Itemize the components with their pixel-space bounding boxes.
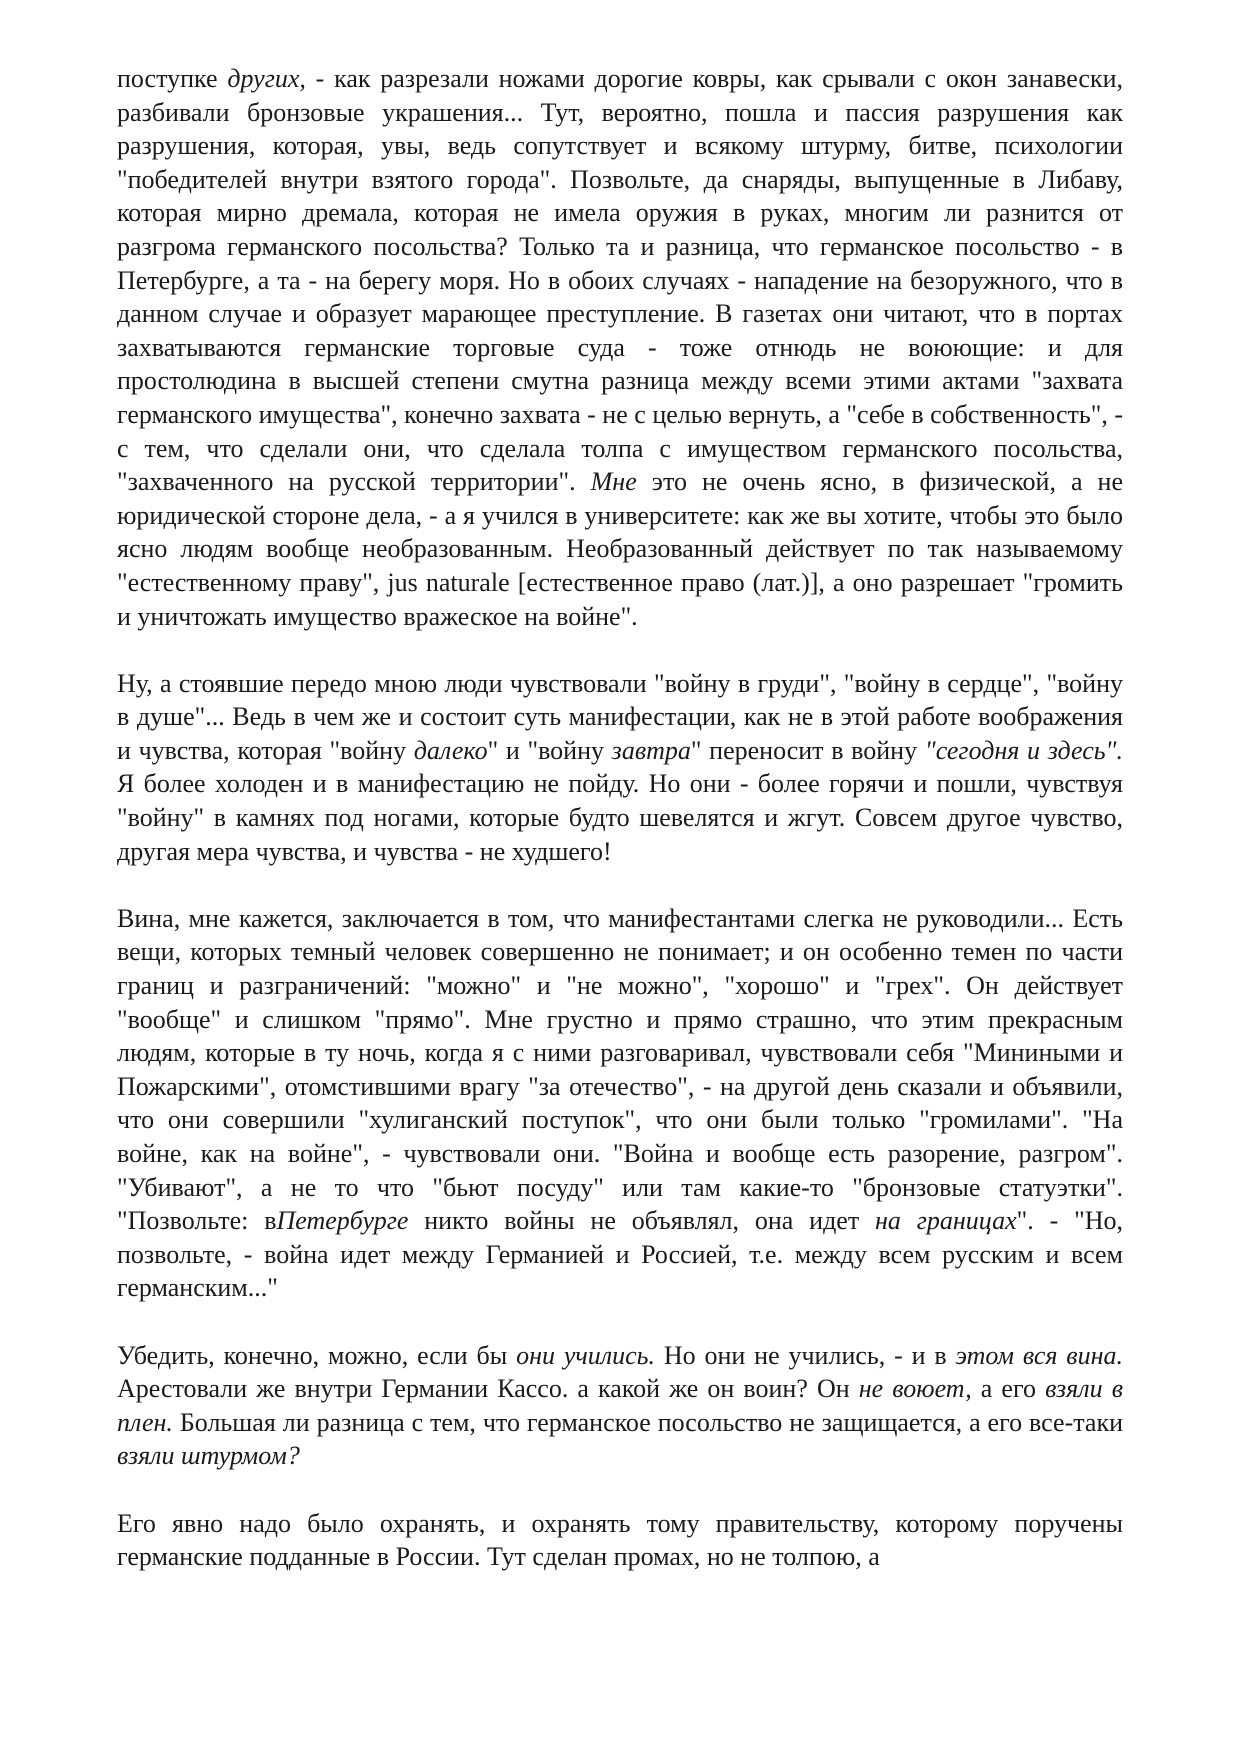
italic-run: взяли штурмом? — [117, 1441, 300, 1471]
italic-run: они учились. — [516, 1340, 655, 1370]
italic-run: завтра — [611, 735, 691, 765]
italic-run: взяли в плен. — [117, 1374, 1123, 1437]
text-run: " переносит в войну — [690, 735, 925, 765]
text-run: " и "войну — [487, 735, 612, 765]
text-run: Но они не учились, - и в — [655, 1340, 956, 1370]
text-run: Убедить, конечно, можно, если бы — [117, 1340, 517, 1370]
text-run: - как разрезали ножами дорогие ковры, как срывали с окон занавески, разбивали бронзовые украшения... Тут, вероятно, пошла и пассия разрушения как разрушения, которая, увы, ведь сопутствует и всякому штурму, битве, психологии "победителей внутри взятого города". Позвольте, да снаряды, выпущенные в Либаву, которая мирно дремала, которая не имела оружия в руках, многим ли разнится от разгрома германского посольства? Только та и разница, что германское посольство - в Петербурге, а та - на берегу моря. Но в обоих случаях - нападение на безоружного, что в данном случае и образует марающее преступление. В газетах они читают, что в портах захватываются германские торговые суда - тоже отнюдь не воюющие: и для простолюдина в высшей степени смутна разница между всеми этими актами "захвата германского имущества", конечно захвата - не с целью вернуть, а "себе в собственность", - с тем, что сделали они, что сделала толпа с имуществом германского посольства, "захваченного на русской территории". — [117, 64, 1123, 497]
italic-run: не воюет, — [858, 1374, 972, 1404]
text-run: Я более холоден и в манифестацию не пойду. Но они - более горячи и пошли, чувствуя "войну" в камнях под ногами, которые будто шевелятся и жгут. Совсем другое чувство, другая мера чувства, и чувства - не худшего! — [117, 769, 1123, 866]
text-run: никто войны не объявлял, она идет — [408, 1206, 876, 1236]
text-run: это не очень ясно, в физической, а не юридической стороне дела, - а я учился в университете: как же вы хотите, чтобы это было ясно людям вообще необразованным. Необразованный действует по так называемому "естественному праву", jus naturale [естественное право (лат.)], а оно разрешает "громить и уничтожать имущество вражеское на войне". — [117, 467, 1123, 631]
text-run: Его явно надо было охранять, и охранять тому правительству, которому поручены германские подданные в России. Тут сделан промах, но не толпою, а — [117, 1508, 1123, 1572]
text-run: а его — [971, 1374, 1046, 1404]
italic-run: далеко — [413, 735, 488, 765]
paragraph-3 — [117, 902, 1123, 1305]
italic-run: этом вся вина. — [955, 1340, 1123, 1370]
paragraph-1 — [117, 62, 1123, 633]
paragraph-2 — [117, 667, 1123, 869]
text-run: поступке — [117, 64, 228, 93]
document-page — [117, 62, 1123, 1574]
paragraph-5 — [117, 1507, 1123, 1574]
paragraph-4 — [117, 1339, 1123, 1473]
italic-run: Петербурге — [276, 1206, 409, 1236]
italic-run: Мне — [590, 467, 637, 497]
text-run: Ну, а стоявшие передо мною люди чувствовали "войну в груди", "войну в сердце", "войну в душе"... Ведь в чем же и состоит суть манифестации, как не в этой работе воображения и чувства, которая "войну — [117, 668, 1123, 765]
italic-run: других, — [227, 64, 306, 93]
text-run: Арестовали же внутри Германии Кассо. а какой же он воин? Он — [117, 1374, 859, 1404]
text-run: Большая ли разница с тем, что германское посольство не защищается, а его все-таки — [172, 1407, 1123, 1437]
italic-run: на границах — [875, 1206, 1017, 1236]
text-run: Вина, мне кажется, заключается в том, что манифестантами слегка не руководили... Есть вещи, которых темный человек совершенно не понимает; и он особенно темен по части границ и разграничений: "можно" и "не можно", "хорошо" и "грех". Он действует "вообще" и слишком "прямо". Мне грустно и прямо страшно, что этим прекрасным людям, которые в ту ночь, когда я с ними разговаривал, чувствовали себя "Миниными и Пожарскими", отомстившими врагу "за отечество", - на другой день сказали и объявили, что они совершили "хулиганский поступок", что они были только "громилами". "На войне, как на войне", - чувствовали они. "Война и вообще есть разорение, разгром". "Убивают", а не то что "бьют посуду" или там какие-то "бронзовые статуэтки". "Позвольте: в — [117, 903, 1123, 1236]
text-run: ". - "Но, позвольте, - война идет между Германией и Россией, т.е. между всем русским и всем германским..." — [117, 1206, 1123, 1303]
italic-run: "сегодня и здесь". — [924, 735, 1123, 765]
